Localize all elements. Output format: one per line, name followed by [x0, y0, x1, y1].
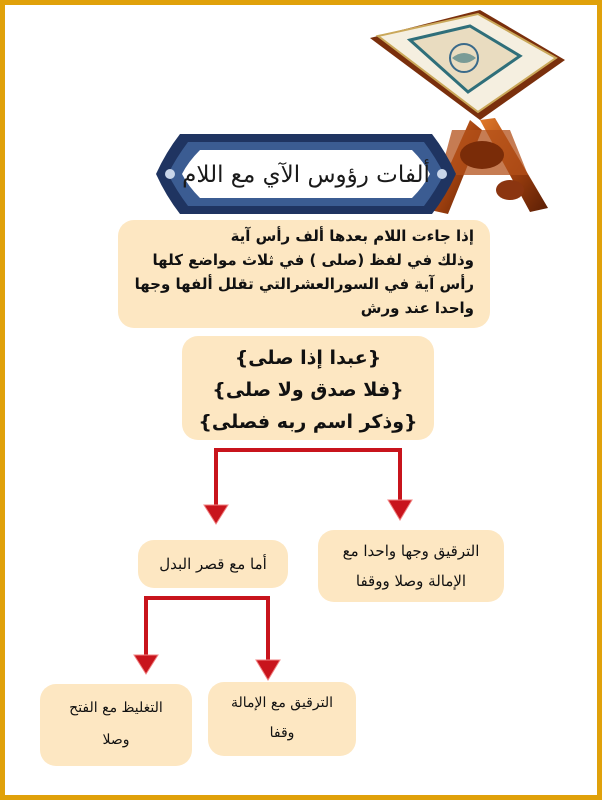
rule-line: إذا جاءت اللام بعدها ألف رأس آية — [230, 227, 474, 245]
rule-line: رأس آية في السورالعشرالتي تقلل ألفها وجها — [134, 275, 474, 293]
sub-line: الترقيق مع الإمالة — [231, 695, 333, 711]
connector-line — [216, 450, 400, 505]
branch-line: أما مع قصر البدل — [159, 555, 267, 573]
arrow-head-right — [256, 660, 280, 680]
branch-line: الترقيق وجها واحدا مع — [342, 542, 480, 560]
branch-badal-box — [138, 540, 288, 588]
sub-line: وقفا — [269, 725, 295, 741]
arrow-head-right — [388, 500, 412, 520]
sub-line: التغليظ مع الفتح — [69, 700, 163, 716]
sub-line: وصلا — [102, 732, 130, 748]
diagram-title: ألفات رؤوس الآي مع اللام — [182, 162, 430, 188]
rule-line: وذلك في لفظ (صلى ) في ثلاث مواضع كلها — [152, 251, 474, 269]
sub-taghliz-box — [40, 684, 192, 766]
branch-line: الإمالة وصلا ووقفا — [355, 572, 467, 590]
arrow-head-left — [134, 655, 158, 674]
rule-line: واحدا عند ورش — [360, 299, 474, 317]
branch-tarqiq-box — [318, 530, 504, 602]
verse-line: {عبدا إذا صلى} — [234, 347, 382, 369]
verse-line: {وذكر اسم ربه فصلى} — [198, 411, 418, 433]
connector-line — [146, 598, 268, 660]
arrow-head-left — [204, 505, 228, 524]
sub-tarqiq-box — [208, 682, 356, 756]
verse-line: {فلا صدق ولا صلى} — [212, 379, 404, 401]
